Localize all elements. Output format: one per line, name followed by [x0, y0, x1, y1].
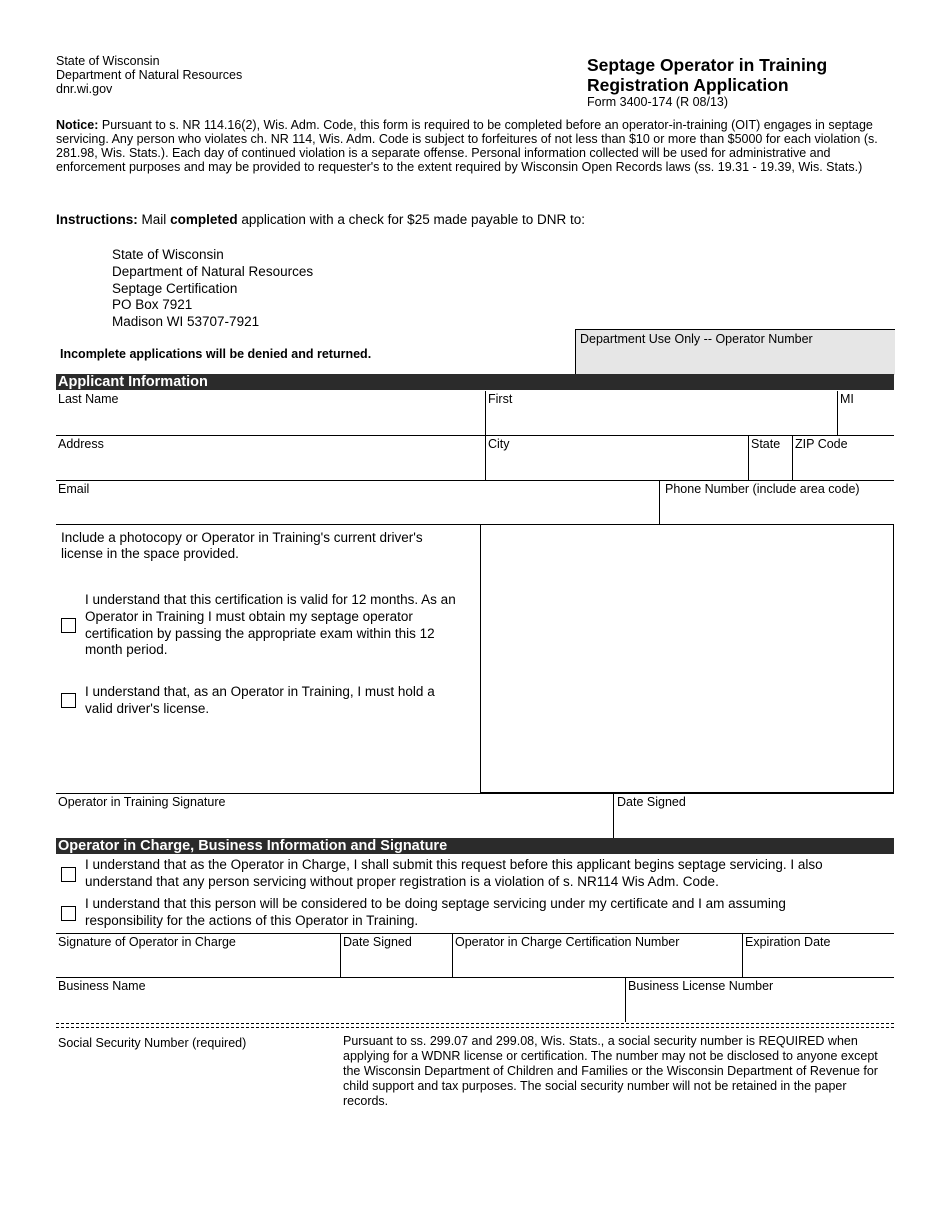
business-name-label: Business Name: [58, 979, 146, 993]
last-name-field[interactable]: [56, 391, 485, 435]
form-number: Form 3400-174 (R 08/13): [587, 95, 729, 109]
photocopy-instruction: Include a photocopy or Operator in Training's current driver's license in the space provided.: [61, 530, 423, 561]
state-label: State: [751, 437, 781, 451]
tear-off-line: [56, 1027, 894, 1028]
email-field[interactable]: [56, 481, 659, 524]
department-use-box: [575, 329, 895, 375]
oic-signature-field[interactable]: [56, 934, 340, 977]
address-line: State of Wisconsin: [112, 247, 224, 262]
oic-responsibility-checkbox[interactable]: [61, 906, 76, 921]
instructions-emphasis: completed: [170, 212, 238, 227]
zip-code-label: ZIP Code: [795, 437, 848, 451]
first-name-field[interactable]: [486, 391, 837, 435]
address-field[interactable]: [56, 436, 485, 480]
zip-code-field[interactable]: [793, 436, 894, 480]
instructions-label: Instructions:: [56, 212, 138, 227]
city-field[interactable]: [486, 436, 748, 480]
oic-submission-statement: I understand that as the Operator in Charge, I shall submit this request before this applicant begins septage servicing. I also understand that any person servicing without proper registration is a violation of s. NR114 Wis Adm. Code.: [85, 857, 823, 889]
form-title-line-1: Septage Operator in Training: [587, 55, 828, 75]
oit-date-signed-field[interactable]: [614, 794, 894, 837]
applicant-section-header: Applicant Information: [56, 374, 894, 390]
middle-initial-field[interactable]: [838, 391, 894, 435]
instructions-text-before: Mail: [141, 212, 167, 227]
address-line: Madison WI 53707-7921: [112, 314, 260, 330]
address-label: Address: [58, 437, 104, 451]
oic-responsibility-statement: I understand that this person will be considered to be doing septage servicing under my certificate and I am assuming responsibility for the actions of this Operator in Training.: [85, 896, 786, 928]
oic-date-signed-label: Date Signed: [343, 935, 412, 949]
state-field[interactable]: [749, 436, 792, 480]
tear-off-line: [56, 1023, 894, 1024]
instructions: [56, 212, 585, 228]
agency-block: [56, 54, 242, 96]
phone-number-field[interactable]: [660, 481, 894, 524]
oic-certification-number-label: Operator in Charge Certification Number: [455, 935, 680, 949]
oic-certification-number-field[interactable]: [453, 934, 742, 977]
department-use-label: Department Use Only -- Operator Number: [580, 332, 813, 346]
email-label: Email: [58, 482, 90, 496]
oic-signature-label: Signature of Operator in Charge: [58, 935, 236, 949]
instructions-text-after: application with a check for $25 made payable to DNR to:: [241, 212, 586, 227]
oic-section-header: Operator in Charge, Business Information and Signature: [56, 838, 894, 854]
incomplete-warning: Incomplete applications will be denied and returned.: [60, 347, 372, 361]
notice-label: Notice:: [56, 118, 99, 132]
form-title-block: [587, 55, 827, 109]
middle-initial-label: MI: [840, 392, 854, 406]
oit-signature-field[interactable]: [56, 794, 613, 837]
oit-validity-checkbox[interactable]: [61, 618, 76, 633]
first-name-label: First: [488, 392, 513, 406]
agency-line-2: Department of Natural Resources: [56, 68, 243, 82]
drivers-license-statement: I understand that, as an Operator in Training, I must hold a valid driver's license.: [85, 684, 435, 716]
agency-line-3: dnr.wi.gov: [56, 82, 113, 96]
notice-text: Pursuant to s. NR 114.16(2), Wis. Adm. Code, this form is required to be completed before an operator-in-training (OIT) engages in septage servicing. Any person who violates ch. NR 114, Wis. Adm. Code is subject to forfeitures of not less than $10 or more than $5000 for each violation (s. 281.98, Wis. Stats.). Each day of continued violation is a separate offense. Personal information collected will be used for administrative and enforcement purposes and may be provided to requester's to the extent required by Wisconsin Open Records laws (ss. 19.31 - 19.39, Wis. Stats.): [56, 118, 878, 174]
address-line: Department of Natural Resources: [112, 263, 314, 279]
mailing-address: [112, 247, 313, 331]
agency-line-1: State of Wisconsin: [56, 54, 160, 68]
business-name-field[interactable]: [56, 978, 625, 1022]
notice-paragraph: [56, 118, 888, 174]
phone-number-label: Phone Number (include area code): [665, 482, 860, 496]
ssn-label: Social Security Number (required): [58, 1036, 247, 1050]
business-license-number-field[interactable]: [626, 978, 894, 1022]
oit-date-signed-label: Date Signed: [617, 795, 686, 809]
business-license-number-label: Business License Number: [628, 979, 774, 993]
license-photocopy-area[interactable]: [480, 525, 894, 793]
oic-submission-checkbox[interactable]: [61, 867, 76, 882]
address-line: PO Box 7921: [112, 297, 193, 313]
address-line: Septage Certification: [112, 280, 238, 296]
last-name-label: Last Name: [58, 392, 119, 406]
oit-signature-label: Operator in Training Signature: [58, 795, 226, 809]
drivers-license-checkbox[interactable]: [61, 693, 76, 708]
ssn-notice: Pursuant to ss. 299.07 and 299.08, Wis. Stats., a social security number is REQUIRED when applying for a WDNR license or certification. The number may not be disclosed to anyone except the Wisconsin Department of Children and Families or the Wisconsin Department of Revenue for child support and tax purposes. The social security number will not be retained in the paper records.: [343, 1034, 878, 1108]
expiration-date-field[interactable]: [743, 934, 894, 977]
form-title-line-2: Registration Application: [587, 75, 789, 95]
city-label: City: [488, 437, 510, 451]
expiration-date-label: Expiration Date: [745, 935, 831, 949]
oit-validity-statement: I understand that this certification is valid for 12 months. As an Operator in Training I must obtain my septage operator certification by passing the appropriate exam within this 12 month period.: [85, 592, 456, 658]
oic-date-signed-field[interactable]: [341, 934, 452, 977]
